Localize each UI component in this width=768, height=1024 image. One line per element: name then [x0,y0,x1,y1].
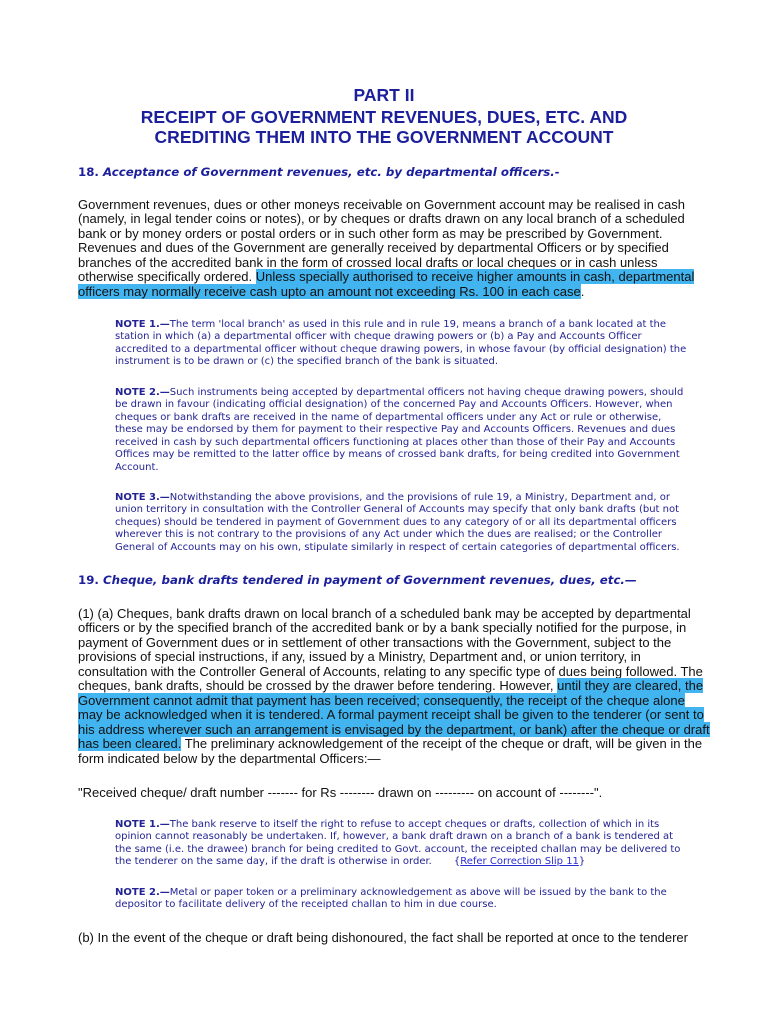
brace-open: { [453,856,461,868]
rule-19-clause-b: (b) In the event of the cheque or draft being dishonoured, the fact shall be reported at once to the tenderer [78,929,688,945]
rule-19-paragraph [78,607,758,767]
note-text: Metal or paper token or a preliminary acknowledgement as above will be issued by the bank to the depositor to facilitate delivery of the receipted challan to him in due course. [115,886,667,911]
note-label: NOTE 2.— [115,886,170,898]
rule-19-heading [78,573,758,588]
paragraph-text: (1) (a) Cheques, bank drafts drawn on local branch of a scheduled bank may be accepted by departmental officers or by the specified branch of the accredited bank or by a bank specially notified for the purpose, in payment of Government dues or in settlement of other transactions with the Government, subject to the provisions of special instructions, if any, issued by a Ministry, Department and, or union territory, in consultation with the Controller General of Accounts, relating to any specific type of dues being followed. The cheques, bank drafts, should be crossed by the drawer before tendering. However, [78,605,703,694]
note-label: NOTE 3.— [115,491,170,503]
note-text: The bank reserve to itself the right to refuse to accept cheques or drafts, collection of which in its opinion cannot reasonably be undertaken. If, however, a bank draft drawn on a branch of a bank is tendered at the same (i.e. the drawee) branch for being credited to Govt. account, the receipted challan may be delivered to the tenderer on the same day, if the draft is otherwise in order. [115,818,681,868]
paragraph-text-end: . [580,283,585,299]
receipt-acknowledgement-form: "Received cheque/ draft number ------- for Rs -------- drawn on --------- on account of --------". [78,784,603,800]
rule-18-note-3 [115,492,760,555]
note-label: NOTE 1.— [115,318,170,330]
rule-18-note-2 [115,387,760,475]
rule-title: Acceptance of Government revenues, etc. by departmental officers.- [103,164,560,179]
note-text: The term 'local branch' as used in this rule and in rule 19, means a branch of a bank located at the station in which (a) a departmental officer with cheque drawing powers or (b) a Pay and Accounts Officer accredited to a departmental officer without cheque drawing powers, in whose favour (by official designation) the instrument is to be drawn or (c) the specified branch of the bank is situated. [115,318,687,368]
rule-18-heading [78,165,758,180]
paragraph-text: Government revenues, dues or other moneys receivable on Government account may be realised in cash (namely, in legal tender coins or notes), or by cheques or drafts drawn on any local branch of a scheduled bank or by money orders or postal orders or in such other form as may be prescribed by Government. Revenues and dues of the Government are generally received by departmental Officers or by specified branches of the accredited bank in the form of crossed local drafts or local cheques or in cash unless otherwise specifically ordered. [78,196,685,285]
highlighted-text: until they are cleared, the Government cannot admit that payment has been received; consequently, the receipt of the cheque alone may be acknowledged when it is tendered. A formal payment receipt shall be given to the tenderer (or sent to his address wherever such an arrangement is envisaged by the department, or bank) after the cheque or draft has been cleared. [78,678,710,752]
rule-19-note-1 [115,819,760,869]
rule-18-paragraph [78,198,758,300]
note-text: Notwithstanding the above provisions, and the provisions of rule 19, a Ministry, Department and, or union territory in consultation with the Controller General of Accounts may specify that only bank drafts (but not cheques) should be tendered in payment of Government dues to any category of or all its departmental officers wherever this is not contrary to the provisions of any Act under which the dues are realised; or the Controller General of Accounts may on his own, stipulate similarly in respect of certain categories of departmental officers. [115,491,680,553]
rule-number: 19. [78,572,99,587]
rule-number: 18. [78,164,99,179]
rule-title: Cheque, bank drafts tendered in payment of Government revenues, dues, etc.— [103,572,637,587]
highlighted-text: Unless specially authorised to receive higher amounts in cash, departmental officers may normally receive cash upto an amount not exceeding Rs. 100 in each case [78,269,695,299]
paragraph-text-end: The preliminary acknowledgement of the receipt of the cheque or draft, will be given in the form indicated below by the departmental Officers:— [78,736,703,766]
rule-19-note-2 [115,887,760,912]
rule-18-note-1 [115,319,760,369]
page-title: RECEIPT OF GOVERNMENT REVENUES, DUES, ETC. AND CREDITING THEM INTO THE GOVERNMENT ACCOUNT [140,106,628,147]
note-text: Such instruments being accepted by departmental officers not having cheque drawing powers, should be drawn in favour (indicating official designation) of the concerned Pay and Accounts Officers. However, when cheques or bank drafts are received in the name of departmental officers under any Act or rule or otherwise, these may be endorsed by them for payment to their respective Pay and Accounts Officers. Revenues and dues received in cash by such departmental officers functioning at places other than those of their Pay and Accounts Offices may be remitted to the latter office by means of crossed bank drafts, for being credited into Government Account. [115,386,684,473]
brace-close: } [578,856,586,868]
note-label: NOTE 2.— [115,386,170,398]
correction-slip-reference [454,856,585,867]
correction-slip-link[interactable]: Refer Correction Slip 11 [460,856,579,868]
part-label: PART II [353,84,415,105]
note-label: NOTE 1.— [115,818,170,830]
